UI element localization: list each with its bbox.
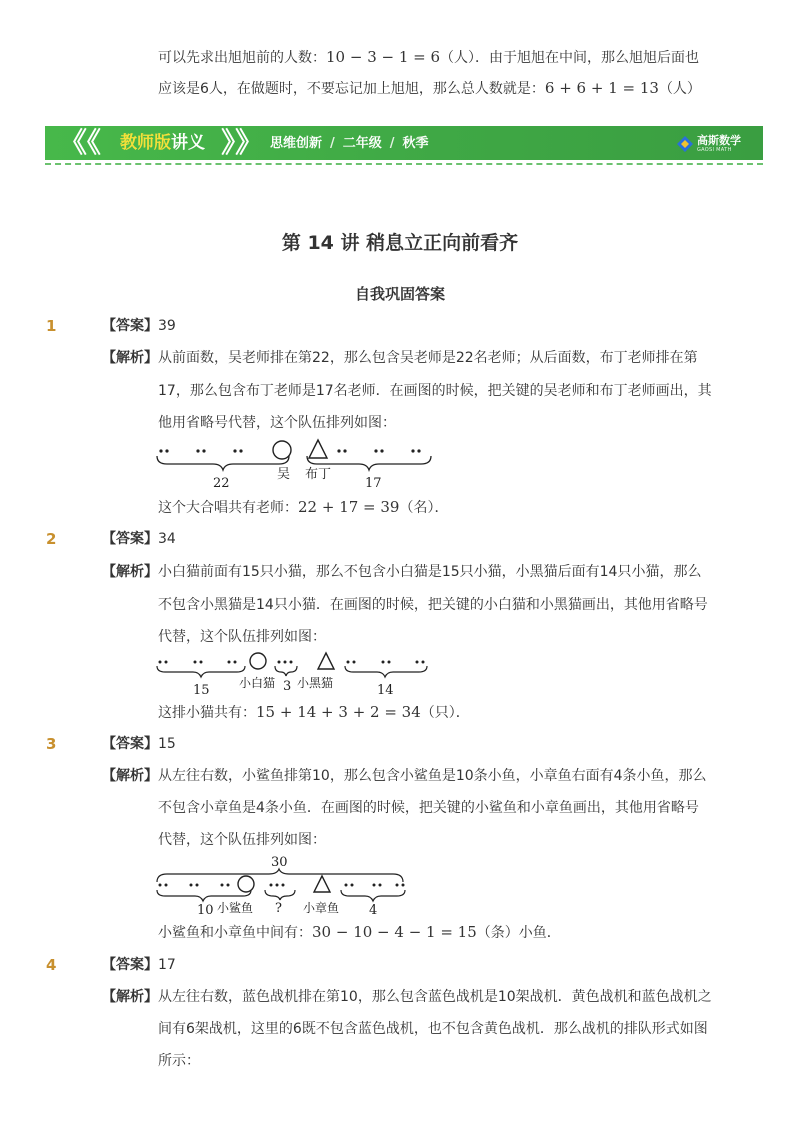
- breadcrumb-item: 二年级: [342, 136, 382, 151]
- answer-value: 17: [158, 957, 176, 973]
- analysis-line: 所示：: [158, 1053, 200, 1069]
- question-number: 4: [46, 956, 57, 974]
- label-right-name: 布丁: [305, 467, 332, 482]
- analysis-line: 不包含小黑猫是14只小猫．在画图的时候，把关键的小白猫和小黑猫画出，其他用省略号: [158, 597, 708, 613]
- intro-line-1: 可以先求出旭旭前的人数：10 − 3 − 1 = 6（人）．由于旭旭在中间，那么旭旭后面也: [158, 48, 700, 66]
- answer-value: 39: [158, 318, 176, 334]
- analysis-line: 从左往右数，小鲨鱼排第10，那么包含小鲨鱼是10条小鱼，小章鱼右面有4条小鱼，那么: [158, 768, 707, 784]
- label-right-count: 17: [365, 476, 382, 491]
- triangle-marker: [314, 876, 330, 892]
- header-banner: [45, 126, 763, 162]
- brace-top: [157, 869, 403, 882]
- circle-marker: [238, 876, 254, 892]
- answer-label: 【答案】: [102, 957, 158, 973]
- breadcrumb-item: 思维创新: [270, 136, 323, 151]
- answer-value: 15: [158, 736, 176, 752]
- brace-right: [341, 890, 405, 901]
- analysis-label: 【解析】: [102, 350, 158, 366]
- brand-logo-icon: [675, 134, 695, 154]
- question-number: 1: [46, 317, 57, 335]
- conclusion-line: 这排小猫共有：15 + 14 + 3 + 2 = 34（只）．: [158, 703, 470, 721]
- ellipsis-dots: [159, 449, 242, 452]
- label-left-name: 吴: [277, 467, 291, 482]
- label-right-name: 小章鱼: [303, 901, 340, 915]
- analysis-line: 从左往右数，蓝色战机排在第10，那么包含蓝色战机是10架战机．黄色战机和蓝色战机之: [158, 989, 712, 1005]
- breadcrumb-separator: /: [389, 136, 395, 151]
- answer-label: 【答案】: [102, 531, 158, 547]
- answer-value: 34: [158, 531, 176, 547]
- chevron-left-icon: 《《: [59, 126, 102, 159]
- banner-tag: 教师版讲义: [120, 133, 205, 153]
- circle-marker: [250, 653, 266, 669]
- analysis-line: 17，那么包含布丁老师是17名老师．在画图的时候，把关键的吴老师和布丁老师画出，其: [158, 383, 712, 399]
- analysis-line: 他用省略号代替，这个队伍排列如图：: [158, 415, 396, 431]
- brace-left: [157, 666, 245, 677]
- intro-line-2: 应该是6人，在做题时，不要忘记加上旭旭，那么总人数就是：6 + 6 + 1 = 13（人）: [158, 79, 701, 97]
- label-left-name: 小白猫: [239, 676, 276, 690]
- section-title: 自我巩固答案: [354, 285, 445, 303]
- question-number: 3: [46, 735, 57, 753]
- queue-diagram-1: [155, 436, 440, 496]
- chevron-right-icon: 》》: [221, 126, 264, 159]
- brace-right: [345, 666, 427, 677]
- breadcrumb-item: 秋季: [402, 136, 429, 151]
- analysis-line: 从前面数，吴老师排在第22，那么包含吴老师是22名老师；从后面数，布丁老师排在第: [158, 350, 698, 366]
- analysis-line: 间有6架战机，这里的6既不包含蓝色战机，也不包含黄色战机．那么战机的排队形式如图: [158, 1021, 708, 1037]
- analysis-label: 【解析】: [102, 768, 158, 784]
- brand-logo: [675, 134, 741, 154]
- brace-middle: [265, 890, 295, 900]
- analysis-label: 【解析】: [102, 564, 158, 580]
- brace-middle: [275, 666, 297, 676]
- answer-label: 【答案】: [102, 318, 158, 334]
- queue-diagram-2: [155, 650, 440, 700]
- brand-logo-subtext: GAOSI MATH: [697, 147, 732, 153]
- label-left-count: 22: [213, 476, 230, 491]
- analysis-line: 小白猫前面有15只小猫，那么不包含小白猫是15只小猫，小黑猫后面有14只小猫，那么: [158, 564, 702, 580]
- queue-diagram-3: [155, 852, 415, 922]
- analysis-label: 【解析】: [102, 989, 158, 1005]
- analysis-line: 不包含小章鱼是4条小鱼．在画图的时候，把关键的小鲨鱼和小章鱼画出，其他用省略号: [158, 800, 699, 816]
- banner-dashed-divider: [45, 163, 763, 165]
- brand-logo-text: 高斯数学: [697, 134, 741, 147]
- label-right-count: 4: [369, 903, 378, 918]
- label-right-name: 小黑猫: [297, 676, 334, 690]
- answer-label: 【答案】: [102, 736, 158, 752]
- label-left-name: 小鲨鱼: [217, 901, 254, 915]
- question-number: 2: [46, 530, 57, 548]
- breadcrumb-separator: /: [330, 136, 335, 151]
- label-middle-count: 3: [283, 679, 292, 694]
- conclusion-line: 小鲨鱼和小章鱼中间有：30 − 10 − 4 − 1 = 15（条）小鱼．: [158, 923, 561, 941]
- analysis-line: 代替，这个队伍排列如图：: [158, 629, 326, 645]
- circle-marker: [273, 441, 291, 459]
- analysis-line: 代替，这个队伍排列如图：: [158, 832, 326, 848]
- label-left-count: 10: [197, 903, 214, 918]
- label-left-count: 15: [193, 683, 210, 698]
- triangle-marker: [318, 653, 334, 669]
- conclusion-line: 这个大合唱共有老师：22 + 17 = 39（名）．: [158, 498, 449, 516]
- brace-left: [157, 456, 289, 470]
- breadcrumb: [270, 134, 429, 154]
- lecture-title: 第 14 讲 稍息立正向前看齐: [281, 232, 519, 254]
- label-total: 30: [271, 855, 288, 870]
- label-middle-count: ?: [275, 901, 282, 916]
- triangle-marker: [309, 440, 327, 458]
- brace-left: [157, 890, 251, 901]
- label-right-count: 14: [377, 683, 394, 698]
